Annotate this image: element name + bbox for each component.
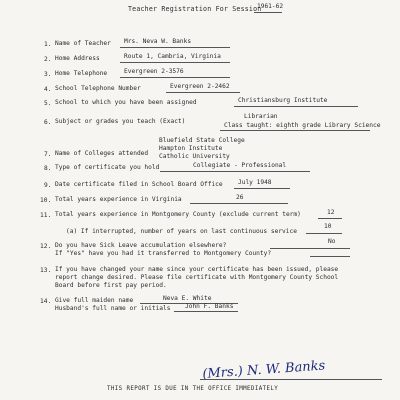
- item-number: 6.: [44, 119, 52, 126]
- subject-value: Librarian: [244, 113, 278, 120]
- item-number: 12.: [40, 243, 52, 250]
- interrupted-line: [306, 233, 342, 234]
- signature-line: [200, 379, 382, 380]
- years-montgomery-label: Total years experience in Montgomery County (exclude current term): [55, 211, 301, 218]
- home-address-value: Route 1, Cambria, Virginia: [124, 53, 221, 60]
- subject-label: Subject or grades you teach (Exact): [55, 118, 186, 125]
- interrupted-value: 10: [324, 223, 332, 230]
- name-change-line-2: report change desired. Please file certificate with Montgomery County School: [55, 274, 339, 281]
- school-assigned-value: Christiansburg Institute: [238, 97, 328, 104]
- maiden-name-label: Give full maiden name: [55, 297, 134, 304]
- school-telephone-label: School Telephone Number: [55, 85, 141, 92]
- sick-leave-label: Do you have Sick Leave accumulation elsewhere?: [55, 242, 227, 249]
- session-underline: [254, 12, 282, 13]
- session-value: 1961-62: [257, 3, 284, 10]
- school-telephone-line: [166, 92, 240, 93]
- school-telephone-value: Evergreen 2-2462: [170, 83, 230, 90]
- home-telephone-line: [120, 77, 230, 78]
- home-address-line: [120, 62, 230, 63]
- item-number: 11.: [40, 212, 52, 219]
- sick-leave-line: [270, 248, 350, 249]
- item-number: 3.: [44, 71, 52, 78]
- home-address-label: Home Address: [55, 55, 100, 62]
- item-number: 2.: [44, 56, 52, 63]
- teacher-name-label: Name of Teacher: [55, 40, 111, 47]
- maiden-name-value: Neva E. White: [163, 295, 212, 302]
- subject-line: [220, 130, 370, 131]
- teacher-name-line: [120, 47, 230, 48]
- item-number: 5.: [44, 100, 52, 107]
- colleges-label: Name of Colleges attended: [55, 150, 149, 157]
- name-change-line-1: If you have changed your name since your certificate has been issued, please: [55, 266, 339, 273]
- date-filed-line: [234, 188, 290, 189]
- years-virginia-line: [190, 203, 288, 204]
- home-telephone-value: Evergreen 2-3576: [124, 68, 184, 75]
- husband-name-line: [174, 311, 238, 312]
- teacher-signature: (Mrs.) N. W. Banks: [201, 358, 326, 382]
- form-title: Teacher Registration For Session: [128, 5, 262, 13]
- husband-name-value: John F. Banks: [185, 303, 234, 310]
- years-montgomery-line: [318, 218, 342, 219]
- item-number: 10.: [40, 197, 52, 204]
- item-number: 8.: [44, 165, 52, 172]
- footer-notice: THIS REPORT IS DUE IN THE OFFICE IMMEDIATELY: [107, 386, 279, 392]
- years-virginia-value: 26: [236, 194, 244, 201]
- item-number: 9.: [44, 182, 52, 189]
- item-number: 1.: [44, 41, 52, 48]
- interrupted-label: (a) If interrupted, number of years on last continuous service: [66, 228, 297, 235]
- certificate-type-line: [160, 171, 310, 172]
- school-assigned-line: [234, 106, 358, 107]
- item-number: 7.: [44, 151, 52, 158]
- name-change-line-3: Board before first pay period.: [55, 282, 167, 289]
- item-number: 13.: [40, 267, 52, 274]
- college-1: Bluefield State College: [159, 137, 245, 144]
- college-3: Catholic University: [159, 153, 230, 160]
- husband-name-label: Husband's full name or initials: [55, 305, 171, 312]
- years-montgomery-value: 12: [327, 209, 335, 216]
- sick-leave-transfer-label: If "Yes" have you had it transferred to Montgomery County?: [55, 250, 272, 257]
- item-number: 4.: [44, 86, 52, 93]
- teacher-name-value: Mrs. Neva W. Banks: [124, 38, 192, 45]
- home-telephone-label: Home Telephone: [55, 70, 108, 77]
- subject-value-2: Class taught: eighth grade Library Science: [224, 122, 381, 129]
- certificate-type-label: Type of certificate you hold: [55, 164, 160, 171]
- sick-leave-value: No: [328, 238, 336, 245]
- years-virginia-label: Total years experience in Virginia: [55, 196, 182, 203]
- date-filed-value: July 1948: [238, 179, 272, 186]
- school-assigned-label: School to which you have been assigned: [55, 99, 197, 106]
- college-2: Hampton Institute: [159, 145, 223, 152]
- certificate-type-value: Collegiate - Professional: [193, 162, 287, 169]
- date-filed-label: Date certificate filed in School Board Office: [55, 181, 223, 188]
- sick-leave-transfer-line: [310, 256, 350, 257]
- item-number: 14.: [40, 298, 52, 305]
